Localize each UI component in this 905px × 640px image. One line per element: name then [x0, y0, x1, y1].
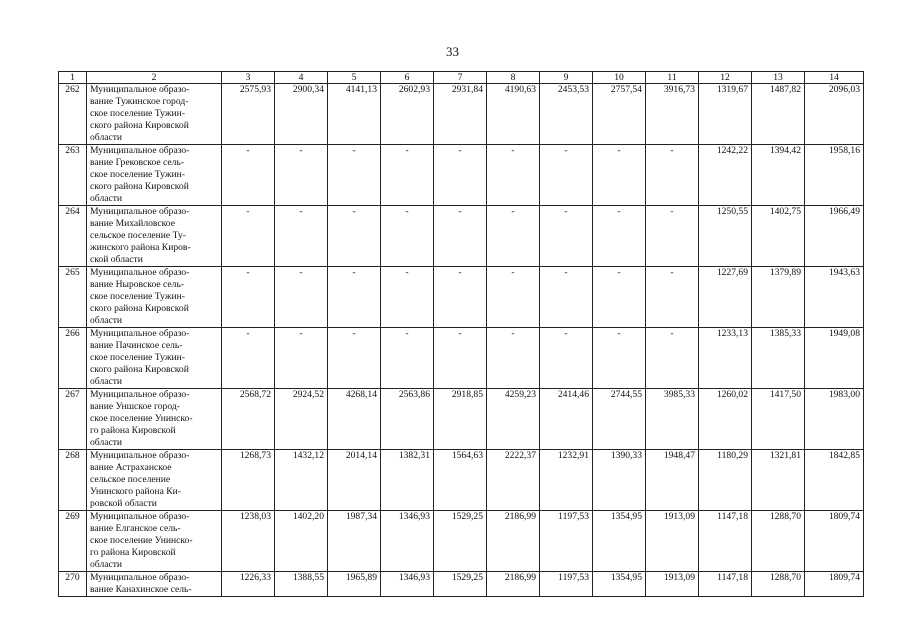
- value-cell: 4259,23: [487, 389, 540, 450]
- value-cell: 2931,84: [434, 84, 487, 145]
- value-cell: 1913,09: [646, 511, 699, 572]
- value-cell: -: [593, 206, 646, 267]
- value-cell: 1321,81: [752, 450, 805, 511]
- value-cell: -: [646, 206, 699, 267]
- value-cell: 1948,47: [646, 450, 699, 511]
- value-cell: 2757,54: [593, 84, 646, 145]
- table-row: [59, 267, 864, 328]
- name-line: области: [90, 559, 123, 570]
- data-table: [58, 71, 864, 597]
- value-cell: -: [646, 145, 699, 206]
- name-line: ское поселение Тужин-: [90, 169, 185, 180]
- row-number: 270: [59, 572, 87, 597]
- value-cell: -: [487, 328, 540, 389]
- value-cell: 2414,46: [540, 389, 593, 450]
- row-number: 268: [59, 450, 87, 511]
- value-cell: 1385,33: [752, 328, 805, 389]
- value-cell: 4268,14: [328, 389, 381, 450]
- value-cell: 2186,99: [487, 572, 540, 597]
- value-cell: 3985,33: [646, 389, 699, 450]
- municipality-name: [87, 511, 222, 572]
- name-line: Муниципальное образо-: [90, 511, 190, 522]
- value-cell: 2575,93: [222, 84, 275, 145]
- value-cell: -: [487, 206, 540, 267]
- value-cell: -: [540, 328, 593, 389]
- column-header: 5: [328, 72, 381, 84]
- value-cell: -: [487, 145, 540, 206]
- table-row: [59, 328, 864, 389]
- page-number: 33: [446, 44, 459, 59]
- name-line: Муниципальное образо-: [90, 450, 190, 461]
- name-line: вание Уншское город-: [90, 401, 180, 412]
- value-cell: 1394,42: [752, 145, 805, 206]
- column-header: 1: [59, 72, 87, 84]
- value-cell: 2602,93: [381, 84, 434, 145]
- municipality-name: [87, 84, 222, 145]
- value-cell: 1842,85: [805, 450, 864, 511]
- name-line: го района Кировской: [90, 547, 176, 558]
- value-cell: 2453,53: [540, 84, 593, 145]
- name-line: вание Канахинское сель-: [90, 584, 192, 595]
- value-cell: 1983,00: [805, 389, 864, 450]
- row-number: 265: [59, 267, 87, 328]
- value-cell: 1354,95: [593, 511, 646, 572]
- value-cell: 1809,74: [805, 511, 864, 572]
- row-number: 267: [59, 389, 87, 450]
- column-header: 14: [805, 72, 864, 84]
- value-cell: -: [540, 206, 593, 267]
- value-cell: 1390,33: [593, 450, 646, 511]
- name-line: Муниципальное образо-: [90, 145, 190, 156]
- value-cell: 2186,99: [487, 511, 540, 572]
- value-cell: 4141,13: [328, 84, 381, 145]
- name-line: ское поселение Тужин-: [90, 352, 185, 363]
- value-cell: -: [434, 145, 487, 206]
- value-cell: 1250,55: [699, 206, 752, 267]
- municipality-name: [87, 145, 222, 206]
- municipality-name: [87, 267, 222, 328]
- column-header: 3: [222, 72, 275, 84]
- value-cell: -: [593, 328, 646, 389]
- value-cell: -: [381, 145, 434, 206]
- value-cell: -: [328, 328, 381, 389]
- name-line: ского района Кировской: [90, 303, 189, 314]
- value-cell: 1949,08: [805, 328, 864, 389]
- value-cell: 1288,70: [752, 511, 805, 572]
- value-cell: 1232,91: [540, 450, 593, 511]
- value-cell: 2568,72: [222, 389, 275, 450]
- value-cell: 2744,55: [593, 389, 646, 450]
- name-line: Муниципальное образо-: [90, 84, 190, 95]
- column-header: 10: [593, 72, 646, 84]
- value-cell: -: [487, 267, 540, 328]
- value-cell: -: [593, 145, 646, 206]
- value-cell: 1268,73: [222, 450, 275, 511]
- value-cell: 1487,82: [752, 84, 805, 145]
- value-cell: -: [540, 145, 593, 206]
- row-number: 263: [59, 145, 87, 206]
- name-line: вание Грековское сель-: [90, 157, 185, 168]
- column-header: 7: [434, 72, 487, 84]
- name-line: вание Астраханское: [90, 462, 172, 473]
- value-cell: 1260,02: [699, 389, 752, 450]
- value-cell: -: [222, 206, 275, 267]
- value-cell: 1809,74: [805, 572, 864, 597]
- value-cell: -: [381, 328, 434, 389]
- value-cell: -: [275, 267, 328, 328]
- name-line: области: [90, 437, 123, 448]
- name-line: вание Ныровское сель-: [90, 279, 185, 290]
- value-cell: -: [434, 206, 487, 267]
- value-cell: -: [328, 145, 381, 206]
- value-cell: 1346,93: [381, 572, 434, 597]
- value-cell: 2900,34: [275, 84, 328, 145]
- value-cell: 1382,31: [381, 450, 434, 511]
- value-cell: 1319,67: [699, 84, 752, 145]
- municipality-name: [87, 328, 222, 389]
- name-line: вание Тужинское город-: [90, 96, 189, 107]
- name-line: ского района Кировской: [90, 181, 189, 192]
- column-header: 6: [381, 72, 434, 84]
- value-cell: 1147,18: [699, 511, 752, 572]
- value-cell: 1417,50: [752, 389, 805, 450]
- header-row: [59, 72, 864, 84]
- value-cell: 2222,37: [487, 450, 540, 511]
- value-cell: -: [646, 267, 699, 328]
- value-cell: -: [646, 328, 699, 389]
- value-cell: 1987,34: [328, 511, 381, 572]
- municipality-name: [87, 450, 222, 511]
- column-header: 4: [275, 72, 328, 84]
- column-header: 9: [540, 72, 593, 84]
- row-number: 269: [59, 511, 87, 572]
- value-cell: 1432,12: [275, 450, 328, 511]
- value-cell: -: [275, 206, 328, 267]
- value-cell: -: [222, 328, 275, 389]
- name-line: Муниципальное образо-: [90, 206, 190, 217]
- name-line: сельское поселение: [90, 474, 171, 485]
- value-cell: 1288,70: [752, 572, 805, 597]
- name-line: вание Михайловское: [90, 218, 175, 229]
- value-cell: 1233,13: [699, 328, 752, 389]
- name-line: области: [90, 193, 123, 204]
- value-cell: 1958,16: [805, 145, 864, 206]
- name-line: Муниципальное образо-: [90, 328, 190, 339]
- name-line: ровской области: [90, 498, 157, 509]
- name-line: области: [90, 376, 123, 387]
- column-header: 2: [87, 72, 222, 84]
- column-header: 13: [752, 72, 805, 84]
- value-cell: 3916,73: [646, 84, 699, 145]
- row-number: 262: [59, 84, 87, 145]
- value-cell: 1965,89: [328, 572, 381, 597]
- value-cell: 2924,52: [275, 389, 328, 450]
- name-line: вание Пачинское сель-: [90, 340, 183, 351]
- row-number: 264: [59, 206, 87, 267]
- column-header: 8: [487, 72, 540, 84]
- name-line: ской области: [90, 254, 143, 265]
- value-cell: -: [540, 267, 593, 328]
- name-line: жинского района Киров-: [90, 242, 191, 253]
- value-cell: 1529,25: [434, 572, 487, 597]
- value-cell: 2918,85: [434, 389, 487, 450]
- value-cell: 1354,95: [593, 572, 646, 597]
- value-cell: 2014,14: [328, 450, 381, 511]
- name-line: ское поселение Тужин-: [90, 291, 185, 302]
- value-cell: 1966,49: [805, 206, 864, 267]
- value-cell: 1242,22: [699, 145, 752, 206]
- column-header: 11: [646, 72, 699, 84]
- value-cell: -: [434, 328, 487, 389]
- value-cell: 1147,18: [699, 572, 752, 597]
- value-cell: 1402,20: [275, 511, 328, 572]
- name-line: вание Елганское сель-: [90, 523, 181, 534]
- value-cell: -: [593, 267, 646, 328]
- name-line: ское поселение Унинско-: [90, 413, 193, 424]
- value-cell: 1346,93: [381, 511, 434, 572]
- value-cell: 2096,03: [805, 84, 864, 145]
- value-cell: -: [381, 206, 434, 267]
- value-cell: -: [381, 267, 434, 328]
- name-line: сельское поселение Ту-: [90, 230, 186, 241]
- value-cell: -: [328, 267, 381, 328]
- value-cell: -: [434, 267, 487, 328]
- row-number: 266: [59, 328, 87, 389]
- name-line: Муниципальное образо-: [90, 389, 190, 400]
- value-cell: -: [275, 328, 328, 389]
- value-cell: -: [222, 145, 275, 206]
- value-cell: 1226,33: [222, 572, 275, 597]
- municipality-name: [87, 572, 222, 597]
- name-line: го района Кировской: [90, 425, 176, 436]
- name-line: области: [90, 132, 123, 143]
- municipality-name: [87, 206, 222, 267]
- value-cell: -: [328, 206, 381, 267]
- value-cell: -: [222, 267, 275, 328]
- name-line: Муниципальное образо-: [90, 267, 190, 278]
- name-line: ское поселение Унинско-: [90, 535, 193, 546]
- value-cell: 1943,63: [805, 267, 864, 328]
- value-cell: 1180,29: [699, 450, 752, 511]
- value-cell: 1197,53: [540, 572, 593, 597]
- table-row: [59, 389, 864, 450]
- name-line: ского района Кировской: [90, 120, 189, 131]
- table-row: [59, 206, 864, 267]
- value-cell: 1388,55: [275, 572, 328, 597]
- value-cell: 1379,89: [752, 267, 805, 328]
- name-line: Муниципальное образо-: [90, 572, 190, 583]
- table-body: [59, 72, 864, 597]
- value-cell: 2563,86: [381, 389, 434, 450]
- name-line: области: [90, 315, 123, 326]
- value-cell: 1402,75: [752, 206, 805, 267]
- municipality-name: [87, 389, 222, 450]
- column-header: 12: [699, 72, 752, 84]
- value-cell: 4190,63: [487, 84, 540, 145]
- table-row: [59, 511, 864, 572]
- name-line: ское поселение Тужин-: [90, 108, 185, 119]
- value-cell: -: [275, 145, 328, 206]
- value-cell: 1197,53: [540, 511, 593, 572]
- value-cell: 1227,69: [699, 267, 752, 328]
- value-cell: 1529,25: [434, 511, 487, 572]
- value-cell: 1564,63: [434, 450, 487, 511]
- table-row: [59, 450, 864, 511]
- name-line: Унинского района Ки-: [90, 486, 181, 497]
- table-row: [59, 145, 864, 206]
- value-cell: 1238,03: [222, 511, 275, 572]
- table-row: [59, 84, 864, 145]
- value-cell: 1913,09: [646, 572, 699, 597]
- table-row: [59, 572, 864, 597]
- name-line: ского района Кировской: [90, 364, 189, 375]
